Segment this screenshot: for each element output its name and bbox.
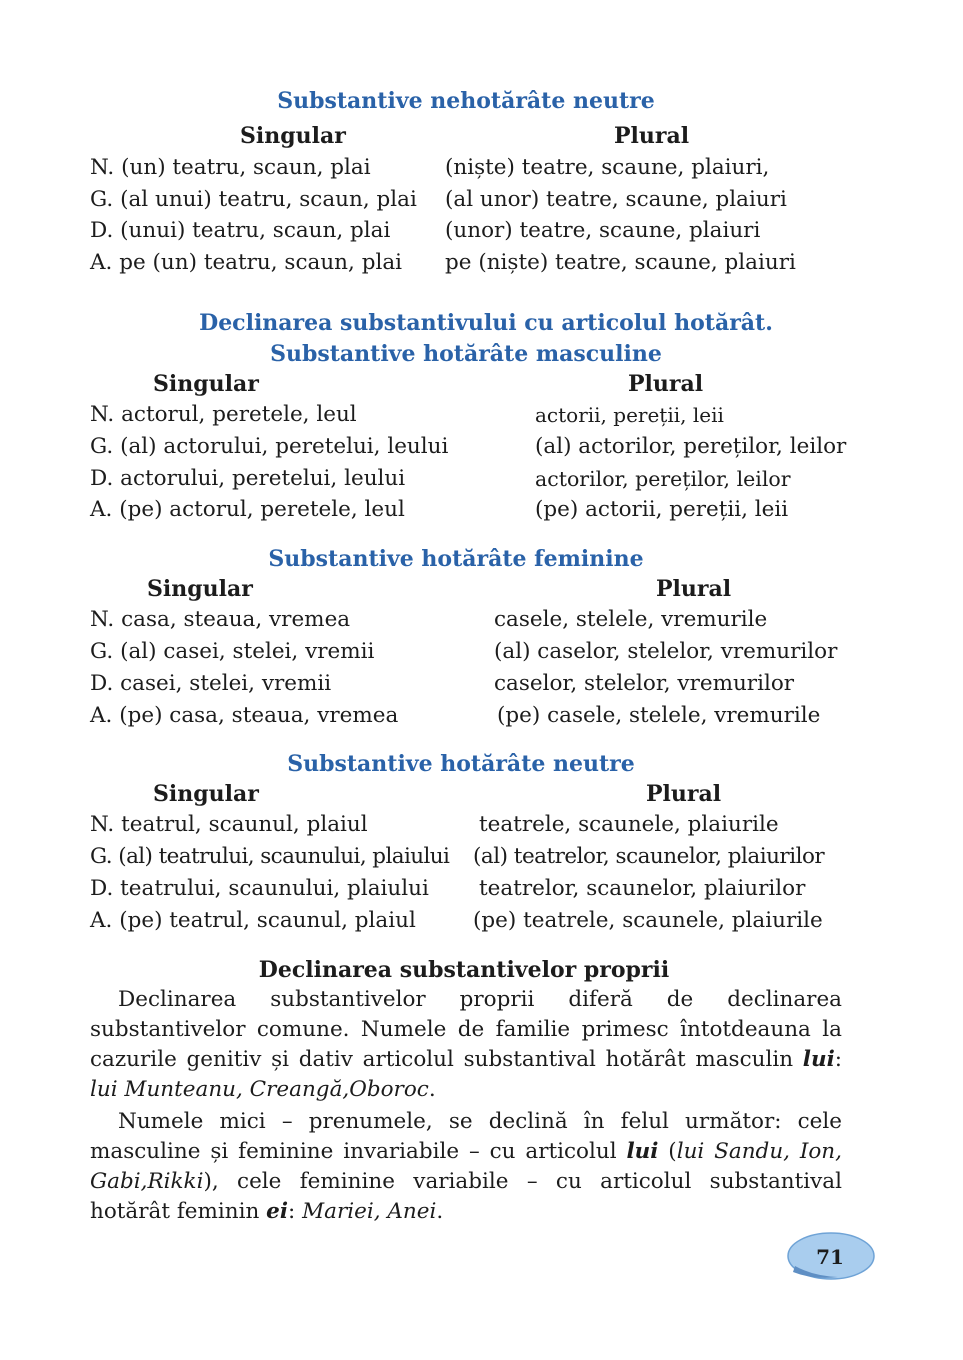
punctuation: . — [428, 1077, 436, 1102]
section-title-definite-neuter: Substantive hotărâte neutre — [287, 751, 635, 777]
singular-header: Singular — [153, 371, 259, 397]
plural-row: actorilor, pereților, leilor — [535, 467, 791, 491]
paragraph-text: ), cele feminine variabile – cu articolul substantival hotărât feminin — [90, 1169, 842, 1224]
plural-row: (unor) teatre, scaune, plaiuri — [445, 218, 761, 243]
paragraph-family-names — [90, 985, 842, 1105]
singular-row: A. (pe) actorul, peretele, leul — [90, 497, 405, 522]
plural-header: Plural — [614, 123, 690, 149]
section-subtitle-definite-masculine: Substantive hotărâte masculine — [270, 341, 662, 367]
singular-row: N. casa, steaua, vremea — [90, 607, 351, 632]
singular-row: D. teatrului, scaunului, plaiului — [90, 876, 429, 901]
plural-row: (pe) actorii, pereții, leii — [535, 497, 789, 522]
punctuation: : — [834, 1047, 842, 1072]
paragraph-text: Declinarea substantivelor proprii diferă de declinarea substantivelor comune. Numele de familie primesc întotdeauna la cazurile genitiv și dativ articolul substantival hotărât masculin — [90, 987, 842, 1072]
examples-family-names: lui Munteanu, Creangă,Oboroc — [90, 1077, 429, 1102]
singular-row: G. (al) actorului, peretelui, leului — [90, 434, 449, 459]
examples-invariable-names: lui Sandu, Ion, Gabi,Rikki — [90, 1139, 842, 1194]
plural-row: caselor, stelelor, vremurilor — [494, 671, 795, 696]
plural-header: Plural — [656, 576, 732, 602]
paragraph-text: Numele mici – prenumele, se declină în felul următor: cele masculine și feminine invariabile – cu articolul — [90, 1109, 842, 1164]
plural-header: Plural — [628, 371, 704, 397]
article-lui: lui — [802, 1047, 835, 1072]
plural-row: (pe) casele, stelele, vremurile — [497, 703, 821, 728]
singular-row: G. (al unui) teatru, scaun, plai — [90, 187, 417, 212]
singular-row: D. actorului, peretelui, leului — [90, 466, 406, 491]
paragraph-first-names — [90, 1107, 842, 1227]
singular-row: G. (al) casei, stelei, vremii — [90, 639, 375, 664]
plural-row: (al unor) teatre, scaune, plaiuri — [445, 187, 787, 212]
punctuation: : — [288, 1199, 303, 1224]
page-number: 71 — [816, 1245, 844, 1269]
section-title-proper-nouns: Declinarea substantivelor proprii — [258, 957, 670, 983]
section-title-indefinite-neuter: Substantive nehotărâte neutre — [277, 88, 655, 114]
article-lui: lui — [626, 1139, 659, 1164]
singular-row: G. (al) teatrului, scaunului, plaiului — [90, 844, 450, 869]
article-ei: ei — [266, 1199, 289, 1224]
singular-row: D. (unui) teatru, scaun, plai — [90, 218, 391, 243]
plural-row: (al) caselor, stelelor, vremurilor — [494, 639, 838, 664]
singular-row: D. casei, stelei, vremii — [90, 671, 332, 696]
plural-row: casele, stelele, vremurile — [494, 607, 768, 632]
plural-row: (al) teatrelor, scaunelor, plaiurilor — [473, 844, 825, 869]
punctuation: ( — [658, 1139, 677, 1164]
singular-row: N. actorul, peretele, leul — [90, 402, 357, 427]
plural-row: teatrele, scaunele, plaiurile — [479, 812, 779, 837]
singular-header: Singular — [153, 781, 259, 807]
plural-row: (pe) teatrele, scaunele, plaiurile — [473, 908, 823, 933]
plural-header: Plural — [646, 781, 722, 807]
singular-row: A. pe (un) teatru, scaun, plai — [90, 250, 403, 275]
singular-row: A. (pe) casa, steaua, vremea — [90, 703, 399, 728]
section-title-definite-feminine: Substantive hotărâte feminine — [268, 546, 644, 572]
plural-row: (niște) teatre, scaune, plaiuri, — [445, 155, 770, 180]
singular-header: Singular — [147, 576, 253, 602]
plural-row: actorii, pereții, leii — [535, 403, 724, 427]
plural-row: pe (niște) teatre, scaune, plaiuri — [445, 250, 796, 275]
plural-row: (al) actorilor, pereților, leilor — [535, 434, 847, 459]
section-title-definite-declension: Declinarea substantivului cu articolul hotărât. — [199, 310, 773, 336]
examples-variable-names: Mariei, Anei — [302, 1199, 437, 1224]
singular-row: A. (pe) teatrul, scaunul, plaiul — [90, 908, 416, 933]
singular-header: Singular — [240, 123, 346, 149]
singular-row: N. (un) teatru, scaun, plai — [90, 155, 371, 180]
plural-row: teatrelor, scaunelor, plaiurilor — [479, 876, 806, 901]
singular-row: N. teatrul, scaunul, plaiul — [90, 812, 368, 837]
punctuation: . — [436, 1199, 444, 1224]
